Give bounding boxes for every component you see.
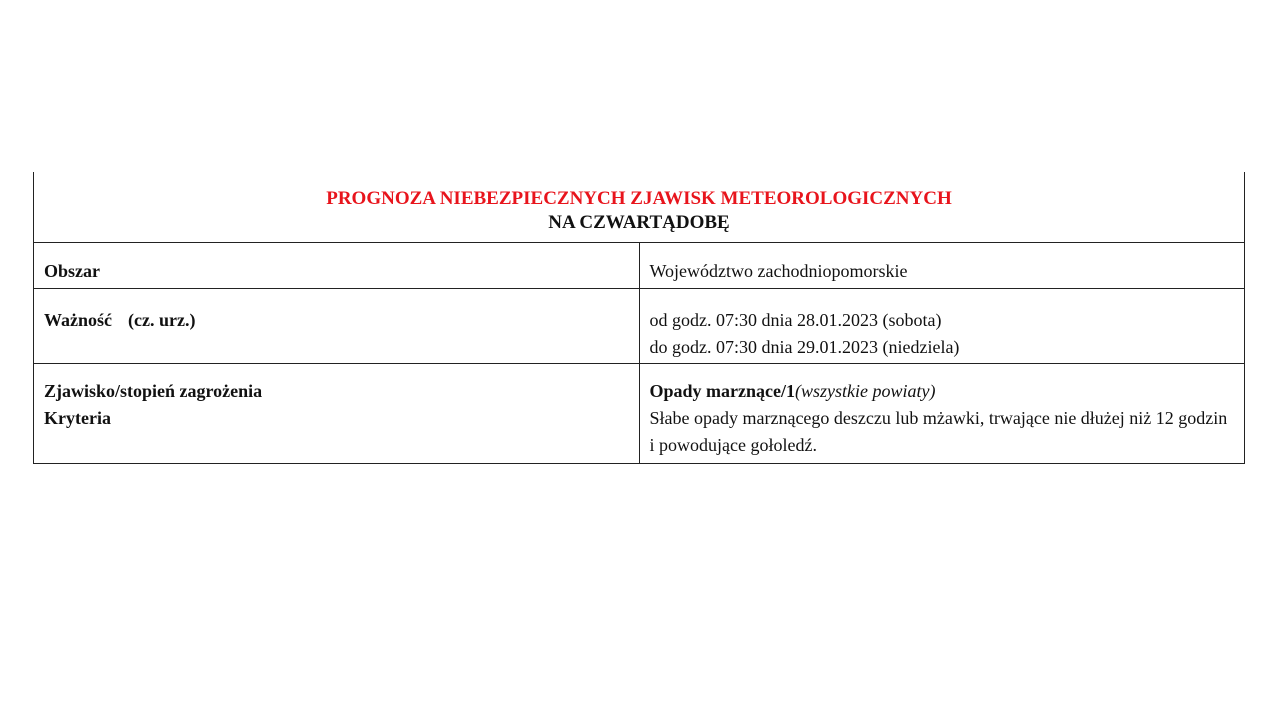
validity-value-cell: [639, 288, 1245, 363]
warning-table: [33, 172, 1245, 464]
validity-label-note: (cz. urz.): [128, 309, 196, 330]
criteria-label: Kryteria: [44, 407, 111, 428]
validity-label-cell: [34, 288, 640, 363]
phenomenon-heading: [650, 378, 1235, 405]
document-title: PROGNOZA NIEBEZPIECZNYCH ZJAWISK METEOROLOGICZNYCH: [326, 188, 952, 209]
area-row: [34, 242, 1245, 288]
document-subtitle: NA CZWARTĄDOBĘ: [548, 212, 730, 233]
validity-to: do godz. 07:30 dnia 29.01.2023 (niedziela): [649, 336, 960, 357]
phenomenon-value-cell: [639, 363, 1245, 463]
validity-row: [34, 288, 1245, 363]
phenomenon-criteria: Słabe opady marznącego deszczu lub mżawki, trwające nie dłużej niż 12 godzin i powodujące gołoledź.: [649, 407, 1228, 455]
validity-from: od godz. 07:30 dnia 28.01.2023 (sobota): [649, 309, 942, 330]
header-cell: [34, 172, 1245, 242]
validity-label: Ważność: [44, 309, 113, 330]
phenomenon-label-cell: [34, 363, 640, 463]
area-value: Województwo zachodniopomorskie: [639, 242, 1245, 288]
phenomenon-scope: (wszystkie powiaty): [795, 380, 936, 401]
phenomenon-label: Zjawisko/stopień zagrożenia: [44, 380, 263, 401]
phenomenon-name: Opady marznące/1: [649, 380, 795, 401]
header-row: [34, 172, 1245, 242]
area-label: Obszar: [34, 242, 640, 288]
phenomenon-row: [34, 363, 1245, 463]
